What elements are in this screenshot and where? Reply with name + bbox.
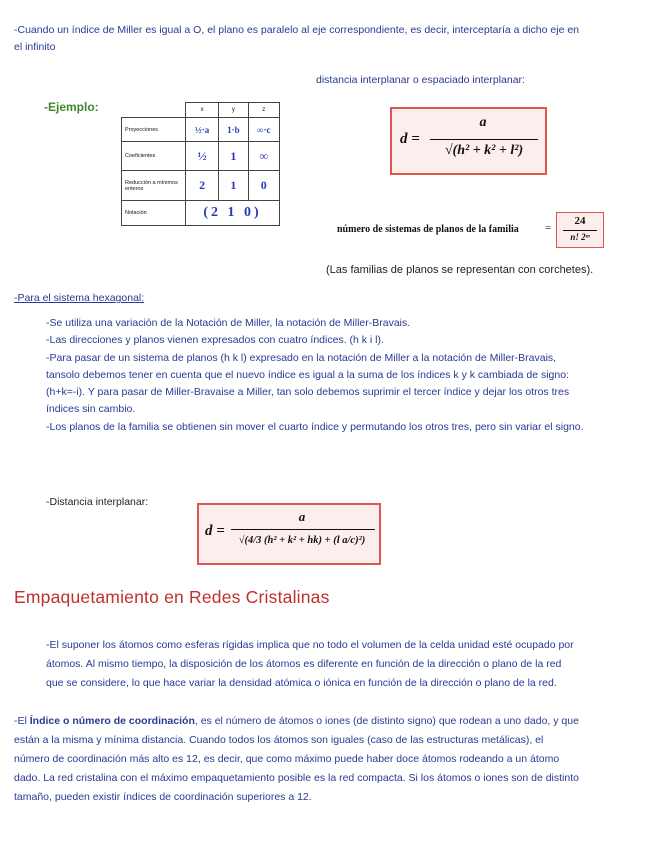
formula2-numerator: a [298, 509, 306, 524]
coordination-first-line [14, 712, 639, 731]
familia-denominator: n! 2ᵐ [570, 232, 590, 242]
familia-numerator: 24 [574, 215, 586, 227]
table-header-y: y [219, 103, 248, 118]
paragraph-line: tamaño, pueden existir índices de coordinación superiores a 12. [14, 791, 312, 803]
hexagonal-formula-box [197, 503, 381, 565]
notation-cell: (2 1 0) [186, 201, 280, 226]
formula2-denominator: √(4/3 (h² + k² + hk) + (l a/c)²) [238, 535, 366, 546]
formula1-numerator: a [479, 115, 487, 130]
table-corner [122, 103, 186, 118]
cell: ∞·c [248, 118, 279, 142]
coordination-rest: , es el número de átomos o iones (de distinto signo) que rodean a uno dado, y que [194, 715, 579, 727]
table-row [122, 171, 280, 201]
cell: ½·a [186, 118, 219, 142]
intro-text [14, 22, 639, 56]
cell: 1·b [219, 118, 248, 142]
paragraph-line: dado. La red cristalina con el máximo empaquetamiento posible es la red compacta. Si los átomos o iones son de distinto [14, 772, 579, 784]
table-header-x: x [186, 103, 219, 118]
formula1-fraction-bar [430, 139, 538, 140]
table-row [122, 118, 280, 142]
paragraph-line: están a la misma y mínima distancia. Cuando todos los átomos son iguales (caso de las estructuras metálicas), el [14, 734, 544, 746]
row-label: Reducción a mínimos enteros [122, 171, 186, 201]
row-label: Proyecciones [122, 118, 186, 142]
cell: 0 [248, 171, 279, 201]
formula1-lhs: d = [400, 131, 420, 147]
coordination-paragraph [14, 712, 639, 807]
intro-line-2: el infinito [14, 41, 56, 53]
distancia-label: -Distancia interplanar: [46, 496, 149, 508]
hexagonal-line: -Se utiliza una variación de la Notación de Miller, la notación de Miller-Bravais. [46, 317, 411, 329]
hexagonal-list [46, 315, 636, 436]
hexagonal-line: -Los planos de la familia se obtienen sin mover el cuarto índice y permutando los otros tres, pero sin variar el signo. [46, 420, 584, 433]
interplanar-formula-box [390, 107, 547, 175]
table-header-row [122, 103, 280, 118]
cell: 1 [219, 142, 248, 171]
paragraph-line: -El suponer los átomos como esferas rígidas implica que no todo el volumen de la celda unidad esté ocupado por [46, 639, 574, 651]
packing-paragraph [46, 636, 636, 693]
formula2-fraction-bar [231, 529, 375, 530]
coordination-prefix: -El [14, 715, 30, 727]
row-label: Notación [122, 201, 186, 226]
formula2-lhs: d = [205, 523, 225, 539]
table-row [122, 201, 280, 226]
hexagonal-line: tansolo debemos tener en cuenta que el nuevo índice es igual a la suma de los índices k y k cambiada de signo: [46, 368, 569, 381]
cell: 2 [186, 171, 219, 201]
ejemplo-label: -Ejemplo: [44, 100, 99, 114]
cell: 1 [219, 171, 248, 201]
hexagonal-line: -Para pasar de un sistema de planos (h k l) expresado en la notación de Miller a la notación de Miller-Bravais, [46, 351, 557, 364]
section-title: Empaquetamiento en Redes Cristalinas [14, 587, 330, 607]
hexagonal-line: -Las direcciones y planos vienen expresados con cuatro índices. (h k i l). [46, 334, 384, 347]
paragraph-line: número de coordinación más alto es 12, es decir, que como máximo puede haber doce átomos rodeando a un átomo [14, 753, 560, 765]
cell: ∞ [248, 142, 279, 171]
coordination-term: Índice o número de coordinación [29, 715, 195, 727]
paragraph-line: que se considere, lo que hace variar la densidad atómica o iónica en función de la dirección o plano de la red. [46, 677, 557, 689]
formula1-denominator: √(h² + k² + l²) [444, 143, 524, 158]
paragraph-line: átomos. Al mismo tiempo, la disposición de los átomos es diferente en función de la dirección o plano de la red [46, 658, 562, 670]
familia-equals: = [545, 222, 552, 234]
miller-table [121, 102, 280, 226]
row-label: Coeficientes [122, 142, 186, 171]
hexagonal-heading: -Para el sistema hexagonal: [14, 292, 145, 304]
interplanar-label: distancia interplanar o espaciado interplanar: [316, 74, 525, 86]
hexagonal-line: índices sin cambio. [46, 403, 136, 416]
table-row [122, 142, 280, 171]
hexagonal-line: (h+k=-i). Y para pasar de Miller-Bravaise a Miller, tan solo debemos suprimir el tercer índice y dejar los otros tres [46, 386, 570, 399]
intro-line-1: -Cuando un índice de Miller es igual a O, el plano es paralelo al eje correspondiente, es decir, interceptaría a dicho eje en [14, 24, 580, 36]
table-header-z: z [248, 103, 279, 118]
familia-text: número de sistemas de planos de la familia [337, 224, 519, 235]
familias-note: (Las familias de planos se representan con corchetes). [326, 264, 594, 276]
familia-fraction-bar [563, 230, 597, 231]
cell: ½ [186, 142, 219, 171]
familia-formula-box [556, 212, 604, 248]
